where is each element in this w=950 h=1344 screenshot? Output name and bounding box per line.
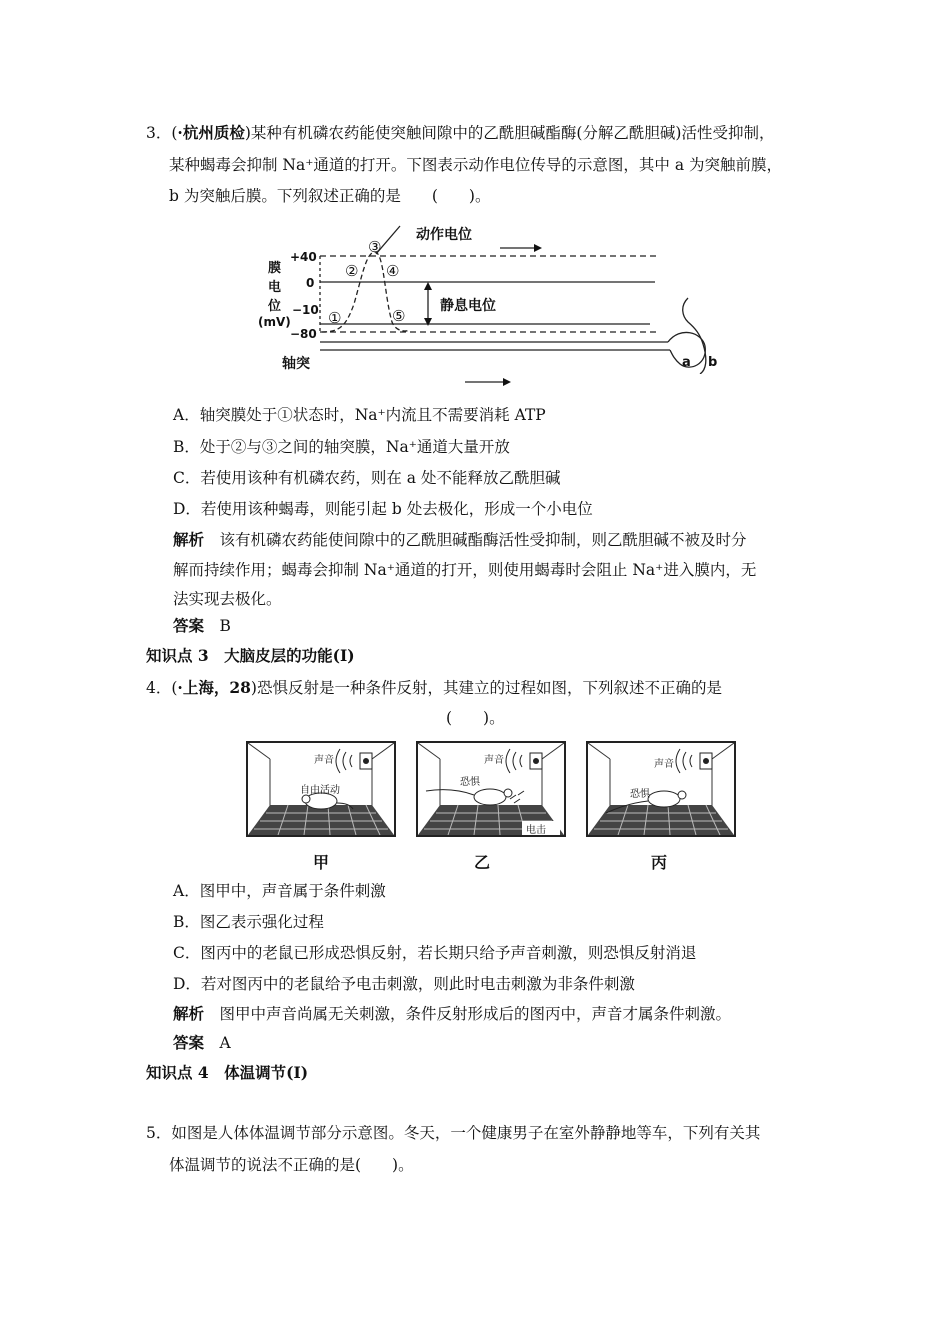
y-axis-char-3: 位 bbox=[268, 299, 282, 314]
tick-0: 0 bbox=[306, 276, 315, 290]
y-axis-unit: (mV) bbox=[258, 315, 291, 329]
point-4: ④ bbox=[386, 262, 400, 280]
point-5: ⑤ bbox=[392, 307, 406, 325]
q3-option-d: D．若使用该种蝎毒，则能引起 b 处去极化，形成一个小电位 bbox=[173, 500, 593, 518]
rest-arrow-down bbox=[424, 318, 432, 326]
arrow-top-head bbox=[534, 244, 542, 252]
rest-arrow-up bbox=[424, 282, 432, 290]
q3-answer: 答案 B bbox=[173, 616, 231, 635]
tick-plus40: +40 bbox=[290, 250, 317, 264]
q3-option-c: C．若使用该种有机磷农药，则在 a 处不能释放乙酰胆碱 bbox=[173, 469, 561, 487]
point-2: ② bbox=[345, 262, 359, 280]
q4-source: ·上海，28 bbox=[177, 678, 251, 697]
point-3: ③ bbox=[368, 238, 382, 256]
q3-analysis-line-1: 解析 该有机磷农药能使间隙中的乙酰胆碱酯酶活性受抑制，则乙酰胆碱不被及时分 bbox=[173, 530, 747, 549]
panel-yi-label: 恐惧 bbox=[460, 777, 480, 788]
presynaptic-a-label: a bbox=[682, 355, 691, 370]
panel-yi-shock: 电击 bbox=[526, 825, 546, 836]
panel-jia-sound: 声音 bbox=[314, 755, 334, 766]
q4-option-a: A．图甲中，声音属于条件刺激 bbox=[173, 882, 386, 900]
q5-stem-line-2: 体温调节的说法不正确的是( )。 bbox=[169, 1156, 414, 1174]
panel-jia bbox=[246, 741, 396, 837]
q4-stem-line-2: ( )。 bbox=[446, 709, 505, 727]
panel-jia-label: 自由活动 bbox=[300, 785, 340, 796]
y-axis-char-2: 电 bbox=[268, 280, 282, 295]
knowledge-point-4-heading: 知识点 4 体温调节(Ⅰ) bbox=[146, 1063, 309, 1082]
panel-bing bbox=[586, 741, 736, 837]
bottom-direction-arrow bbox=[465, 376, 515, 388]
q4-answer: 答案 A bbox=[173, 1033, 231, 1052]
axon-label: 轴突 bbox=[282, 356, 310, 372]
caption-jia: 甲 bbox=[313, 853, 330, 872]
postsynaptic-b-label: b bbox=[708, 355, 718, 370]
q3-stem-line-2: 某种蝎毒会抑制 Na⁺通道的打开。下图表示动作电位传导的示意图，其中 a 为突触前膜， bbox=[169, 156, 783, 174]
panel-bing-sound: 声音 bbox=[654, 759, 674, 770]
action-potential-figure bbox=[250, 214, 730, 374]
caption-bing: 丙 bbox=[651, 853, 668, 872]
q3-analysis-line-2: 解而持续作用；蝎毒会抑制 Na⁺通道的打开，则使用蝎毒时会阻止 Na⁺进入膜内，无 bbox=[173, 561, 757, 579]
q4-analysis-label: 解析 bbox=[173, 1004, 205, 1023]
point-1: ① bbox=[328, 309, 342, 327]
q3-source: ·杭州质检 bbox=[177, 123, 245, 142]
q3-stem-line-1: 3．(·杭州质检)某种有机磷农药能使突触间隙中的乙酰胆碱酯酶(分解乙酰胆碱)活性受抑制， bbox=[146, 123, 775, 142]
panel-bing-label: 恐惧 bbox=[630, 789, 650, 800]
q5-stem-line-1: 5．如图是人体体温调节部分示意图。冬天，一个健康男子在室外静静地等车，下列有关其 bbox=[146, 1124, 761, 1142]
q4-option-c: C．图丙中的老鼠已形成恐惧反射，若长期只给予声音刺激，则恐惧反射消退 bbox=[173, 944, 697, 962]
tick-minus10: −10 bbox=[292, 303, 319, 317]
panel-yi-sound: 声音 bbox=[484, 755, 504, 766]
q4-option-b: B．图乙表示强化过程 bbox=[173, 913, 324, 931]
caption-yi: 乙 bbox=[474, 853, 491, 872]
q4-stem-line-1: 4．(·上海，28)恐惧反射是一种条件反射，其建立的过程如图，下列叙述不正确的是 bbox=[146, 678, 722, 697]
knowledge-point-3-heading: 知识点 3 大脑皮层的功能(Ⅰ) bbox=[146, 646, 355, 665]
q3-analysis-line-3: 法实现去极化。 bbox=[173, 590, 282, 608]
panel-yi bbox=[416, 741, 566, 837]
y-axis-char-1: 膜 bbox=[268, 261, 282, 276]
q4-analysis: 解析 图甲中声音尚属无关刺激，条件反射形成后的图丙中，声音才属条件刺激。 bbox=[173, 1004, 732, 1023]
q3-option-a: A．轴突膜处于①状态时，Na⁺内流且不需要消耗 ATP bbox=[173, 406, 546, 424]
q4-option-d: D．若对图丙中的老鼠给予电击刺激，则此时电击刺激为非条件刺激 bbox=[173, 975, 635, 993]
resting-potential-label: 静息电位 bbox=[440, 298, 496, 314]
action-potential-label: 动作电位 bbox=[416, 227, 472, 243]
q3-stem-line-3: b 为突触后膜。下列叙述正确的是 ( )。 bbox=[169, 187, 491, 205]
tick-minus80: −80 bbox=[290, 327, 317, 341]
q3-option-b: B．处于②与③之间的轴突膜，Na⁺通道大量开放 bbox=[173, 438, 510, 456]
q3-analysis-label: 解析 bbox=[173, 530, 205, 549]
